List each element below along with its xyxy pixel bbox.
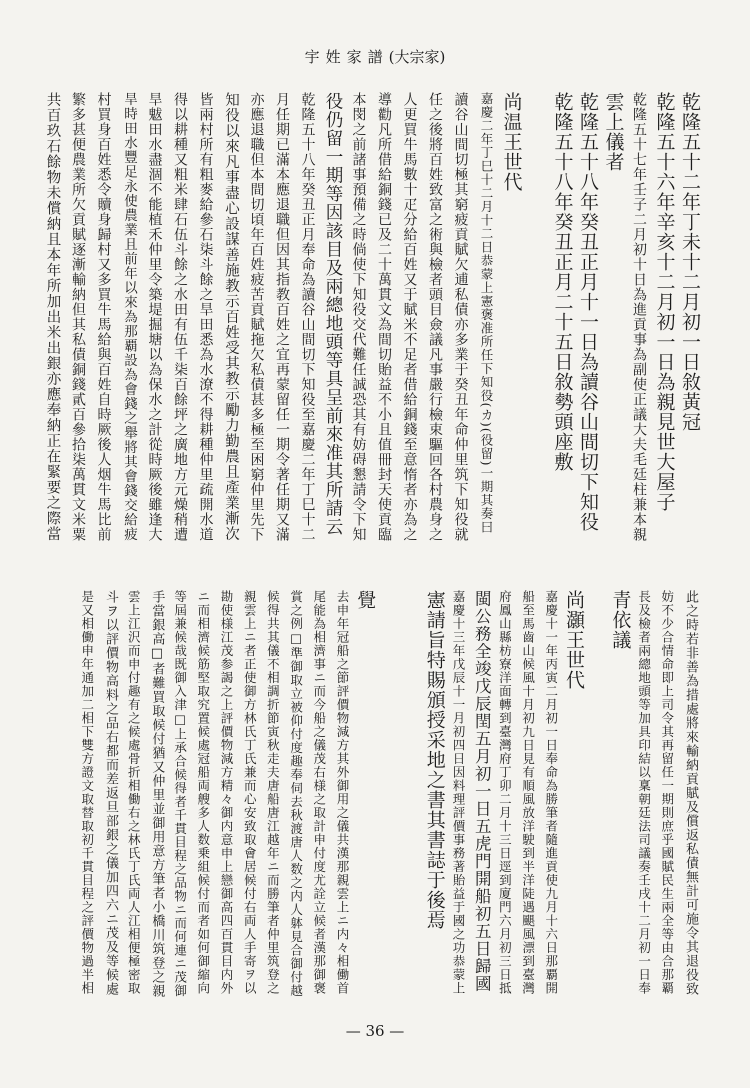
bottom-text-column: 青依議 (609, 590, 632, 650)
bottom-text-column: 府鳳山縣枋寮洋面轉到臺灣府丁卯二月十三日逕到廈門六月初三日抵 (497, 590, 513, 995)
bottom-text-column: 手當銀高□者難買取候付猶又仲里並御用意方筆者小橋川筑登之親 (149, 590, 165, 998)
bottom-text-column: 閩公務全竣戊辰閏五月初一日五虎門開船初五日歸國 (472, 590, 492, 993)
top-text-column: 雲上儀者 (602, 92, 625, 172)
header-suffix: (大宗家) (388, 48, 446, 66)
top-text-column: 月任期已滿本應退職但因其指教百姓之宜再蒙留任一期令著任期又滿 (274, 92, 290, 542)
top-text-column: 人更買牛馬數十疋分給百姓又于賦米不足者借給銅錢至意惰者亦為之 (401, 92, 418, 542)
top-text-column: 乾隆五十八年癸丑正月十一日為讀谷山間切下知役 (577, 92, 599, 532)
bottom-text-column: 雲上江沢而申付趣有之候處骨折相働右之林氏丁氏両人江相便極密取 (126, 590, 142, 995)
top-text-column: 旱時田水豐足永使農業且前年以來為那覇設為會錢之舉將其會錢交給疲 (121, 92, 137, 542)
top-text-column: 本閔之前諸事預備之時倘使下知役交代難任誠恐其有妨碍懇請令下知 (350, 92, 367, 542)
bottom-text-column: 賞之例□準御取立被仰付度趣奉伺去秋渡唐人数之内人躰見合御付越 (288, 590, 304, 998)
bottom-text-column: 勘使様江茂参謁之上評價物減方精々御内意申上戀御高四百貫目内外 (219, 590, 234, 995)
bottom-text-column: 船至馬齒山候風十月初九日見有順風放洋駛到半洋陡遇颶風漂到臺灣 (520, 590, 536, 995)
bottom-text-column: 候得共其儀不相調折節寅秋走夫唐船唐江越年ニ而勝筆者仲里筑登之 (265, 590, 281, 995)
bottom-text-column: 憲請旨特賜頒授采地之書其書誌于後焉 (423, 590, 446, 930)
top-text-column: 乾隆五十八年癸丑正月二十五日敘勢頭座敷 (551, 92, 574, 472)
top-text-column: 亦應退職但本間切頃年百姓疲苦貢賦拖欠私債甚多極至困窮仲里先下 (248, 92, 265, 542)
top-text-column: 旱魃田水盡涸不能植禾仲里令築堤掘塘以為保水之計從時厥後雖逢大 (146, 92, 163, 542)
bottom-text-column: 嘉慶十三年戊辰十一月初四日因料理評價事務著貽益于國之功恭蒙上 (451, 590, 466, 995)
top-text-column: 任之後將百姓致富之術與檢者頭目僉議凡事嚴行檢束驅回各村農身之 (427, 92, 443, 542)
bottom-text-column: 嘉慶十一年丙寅二月初一日奉命為勝筆者隨進貢使九月十六日那覇開 (543, 590, 559, 995)
bottom-text-column: 此之時若非善為措處將來輸納貢賦及償返私債無計可施令其退役致 (683, 590, 698, 996)
bottom-text-column: 去申年冠船之節評價物減方其外御用之儀共漢那親雲上ニ内々相働首 (335, 590, 350, 995)
bottom-text-column: ニ而相濟候筋堅取究置候處冠船両艘多人数乗組候付而者如何御縮向 (195, 590, 211, 995)
page-number: — 36 — (345, 1022, 405, 1040)
bottom-text-column: 尾能為相濟事ニ而今船之儀茂右様之取計申付度尤詮立候者漢那御褒 (311, 590, 327, 995)
top-text-column: 導勸凡所借給銅錢已及二十萬貫文為間切貽益不小且值冊封天使貢臨 (376, 92, 392, 542)
bottom-text-column: 是又相働申年通加二相下雙方證文取替取初千貫目程之評價物過半相 (79, 590, 95, 995)
top-text-column: 共百玖石餘物未償納且本年所加出米出銀亦應奉納正在緊要之際當 (44, 92, 61, 542)
bottom-text-column: 覺 (354, 590, 377, 610)
top-text-column: 村買身百姓悉令贖身歸村又多買牛馬給與百姓自時厥後人烟牛馬比前 (95, 92, 112, 542)
bottom-text-column: 等屆兼候哉既御入津□上承合候得者千貫目程之品物ニ而何連ニ茂御 (172, 590, 188, 998)
top-text-column: 役仍留一期等因該目及兩總地頭等具呈前來准其所請云 (323, 92, 343, 536)
top-text-column: 尚温王世代 (500, 92, 523, 192)
page-header (0, 46, 750, 67)
top-text-column: 嘉慶二年丁巳十二月十二日恭蒙上憲褒准所任下知役(カ)(役留)一期其奏曰 (479, 92, 494, 535)
top-text-column: 乾隆五十六年辛亥十二月初一日為親見世大屋子 (653, 92, 676, 512)
bottom-text-column: 尚灝王世代 (563, 590, 585, 690)
top-text-column: 繁多甚便農業所欠貢賦逐漸輸納但其私債銅錢貳百參拾柒萬貫文米粟 (70, 92, 86, 542)
top-text-column: 皆兩村所有粗麥給參石柒斗餘之旱田悉為水潦不得耕種仲里疏開水道 (197, 92, 214, 542)
top-text-column: 乾隆五十七年壬子二月初十日為進貢事為副使正議大夫毛廷柱兼本親 (631, 92, 647, 542)
top-text-column: 知役以來凡事盡心設謀善施教示百姓受其教示勵力勤農且產業漸次 (223, 92, 239, 542)
bottom-text-column: 長及檢者兩總地頭等加具印結以稟朝廷法司議奏壬戌十二月初一日奉 (636, 590, 652, 995)
bottom-text-column: 妨不少合情命即上司令其再留任一期則庶乎國賦民生兩全等由合那覇 (659, 590, 675, 995)
bottom-text-column: 斗ヲ以評價物高料之品右都而差返旦部銀之儀加四六ニ茂及等候處 (103, 590, 118, 996)
top-text-column: 得以耕種又粗米肆石伍斗餘之水田有伍千柒百餘坪之廣地方元燥稍遭 (172, 92, 188, 542)
header-title: 宇姓家譜 (304, 48, 389, 66)
bottom-text-column: 親雲上ニ者正使御方林氏丁氏兼而心安致取會居候付右両人手寄ヲ以 (242, 590, 258, 995)
top-text-column: 讀谷山間切極其窮疲貢賦欠逋私債亦多業于癸丑年命仲里筑下知役就 (452, 92, 469, 542)
top-text-column: 乾隆五十二年丁未十二月初一日敘黃冠 (679, 92, 701, 432)
top-text-column: 乾隆五十八年癸丑正月奉命為讀谷山間切下知役至嘉慶二年丁巳十二 (299, 92, 316, 542)
